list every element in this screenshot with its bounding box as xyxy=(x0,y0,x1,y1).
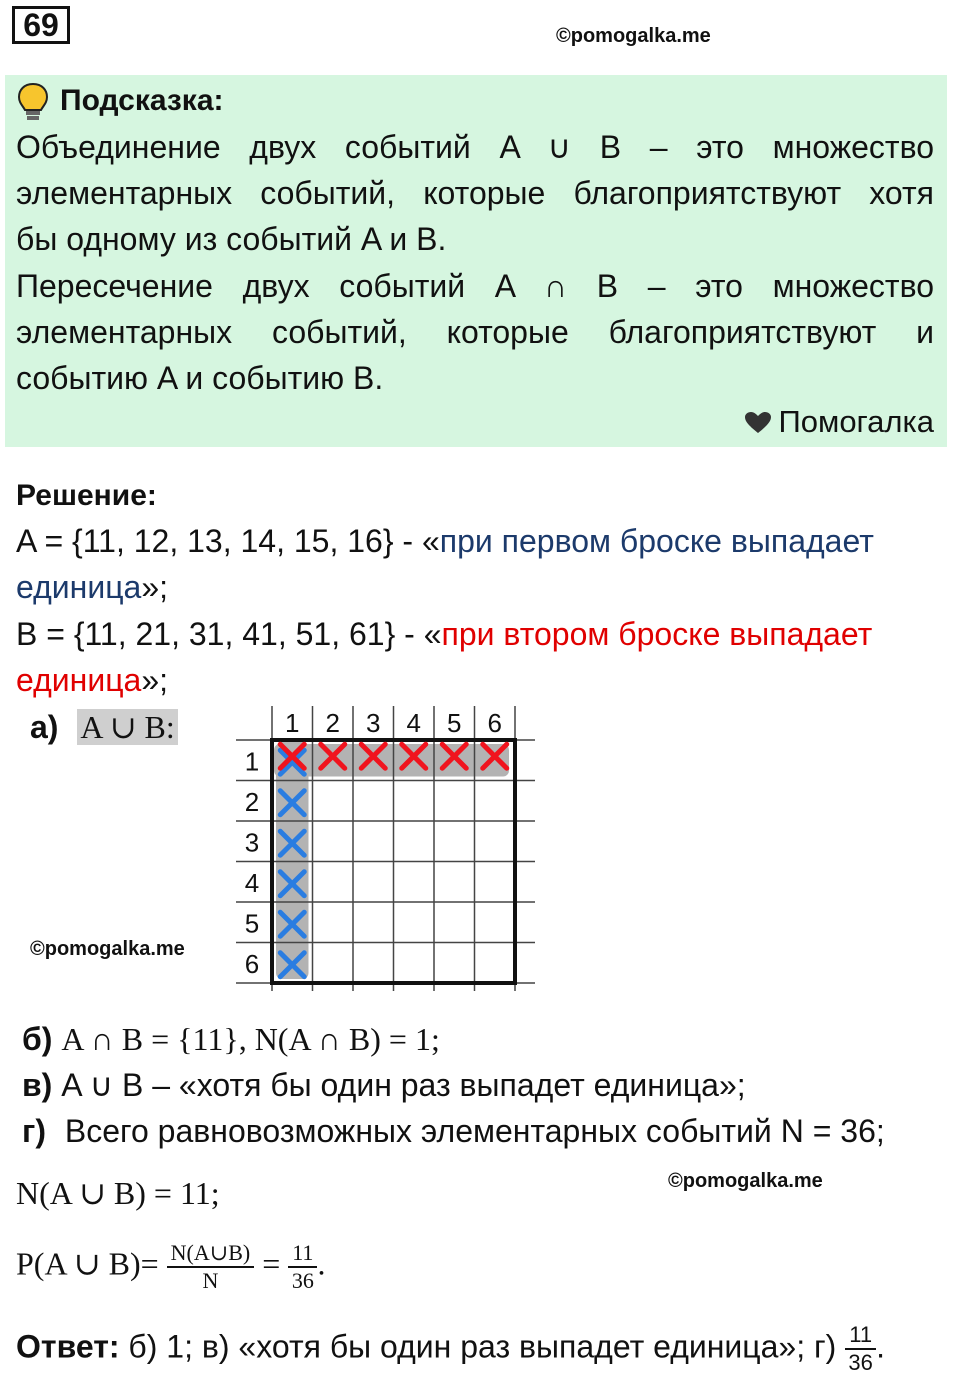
set-a-desc-2: единица xyxy=(16,569,142,605)
hint-line-2: элементарных событий, которые благоприятствуют хотя xyxy=(16,175,934,211)
watermark-top: ©pomogalka.me xyxy=(556,25,711,47)
watermark-mid: ©pomogalka.me xyxy=(30,938,185,960)
set-b-line-2 xyxy=(16,657,168,703)
set-a-desc-1: при первом броске выпадает xyxy=(439,523,874,559)
row-label: 5 xyxy=(244,908,260,939)
part-a xyxy=(30,704,178,750)
part-b xyxy=(22,1016,440,1062)
set-a-line xyxy=(16,518,954,564)
part-v xyxy=(22,1062,746,1108)
brand-label: Помогалка xyxy=(778,404,934,439)
part-g xyxy=(22,1108,885,1154)
lightbulb-icon xyxy=(16,82,50,122)
hint-brand xyxy=(744,404,934,440)
p-frac-den: N xyxy=(202,1268,219,1293)
hint-line-1: Объединение двух событий A ∪ B – это множество xyxy=(16,129,934,165)
answer-den: 36 xyxy=(848,1350,873,1375)
row-label: 3 xyxy=(244,827,260,858)
p-eq: = xyxy=(262,1245,281,1282)
watermark-bottom: ©pomogalka.me xyxy=(668,1170,823,1192)
set-b-line xyxy=(16,611,954,657)
set-b-desc-1: при втором броске выпадает xyxy=(441,616,873,652)
answer-fraction xyxy=(845,1322,876,1376)
hint-line-5: элементарных событий, которые благоприятствуют и xyxy=(16,314,934,350)
p-end: . xyxy=(317,1245,326,1282)
hint-line-4: Пересечение двух событий A ∩ B – это множество xyxy=(16,268,934,304)
heart-icon xyxy=(744,411,772,435)
col-label: 4 xyxy=(406,708,421,738)
col-label: 1 xyxy=(285,708,300,738)
solution-title: Решение: xyxy=(16,479,157,512)
p-frac-num: N(A∪B) xyxy=(167,1240,255,1268)
task-number: 69 xyxy=(12,6,70,44)
part-b-text: A ∩ B = {11}, N(A ∩ B) = 1; xyxy=(61,1021,440,1057)
answer-label: Ответ: xyxy=(16,1328,120,1365)
part-b-label: б) xyxy=(22,1021,53,1057)
row-label: 4 xyxy=(244,867,260,898)
part-v-label: в) xyxy=(22,1067,53,1103)
part-v-text: A ∪ B – «хотя бы один раз выпадет единица»; xyxy=(61,1067,746,1103)
n-union: N(A ∪ B) = 11; xyxy=(16,1175,220,1211)
set-a-line-2 xyxy=(16,564,168,610)
col-label: 5 xyxy=(447,708,462,738)
p-res-den: 36 xyxy=(291,1268,314,1293)
part-a-label: а) xyxy=(30,709,59,745)
outcome-grid xyxy=(230,700,550,1000)
col-label: 3 xyxy=(366,708,381,738)
hint-title: Подсказка: xyxy=(60,84,224,117)
col-label: 6 xyxy=(487,708,502,738)
part-g-text: Всего равновозможных элементарных событий N = 36; xyxy=(64,1113,885,1149)
p-result xyxy=(288,1240,317,1294)
row-label: 1 xyxy=(244,746,260,777)
answer-text: б) 1; в) «хотя бы один раз выпадет единица»; г) xyxy=(128,1328,837,1365)
answer-end: . xyxy=(876,1328,885,1365)
column-highlight xyxy=(276,742,309,979)
col-label: 2 xyxy=(325,708,340,738)
set-b-desc-2: единица xyxy=(16,662,142,698)
set-b-end: »; xyxy=(141,662,168,698)
answer-num: 11 xyxy=(845,1322,876,1350)
p-fraction xyxy=(167,1240,255,1294)
hint-line-6: событию A и событию B. xyxy=(16,360,384,396)
p-res-num: 11 xyxy=(288,1240,317,1268)
set-b: B = {11, 21, 31, 41, 51, 61} - « xyxy=(16,616,442,652)
part-a-expr: A ∪ B: xyxy=(77,709,177,745)
row-label: 6 xyxy=(244,948,260,979)
set-a-end: »; xyxy=(141,569,168,605)
set-a: A = {11, 12, 13, 14, 15, 16} - « xyxy=(16,523,440,559)
row-label: 2 xyxy=(244,786,260,817)
answer-line xyxy=(16,1322,885,1376)
hint-line-3: бы одному из событий A и B. xyxy=(16,221,447,257)
probability-line xyxy=(16,1240,325,1294)
part-g-label: г) xyxy=(22,1113,46,1149)
p-left: P(A ∪ B)= xyxy=(16,1245,159,1282)
